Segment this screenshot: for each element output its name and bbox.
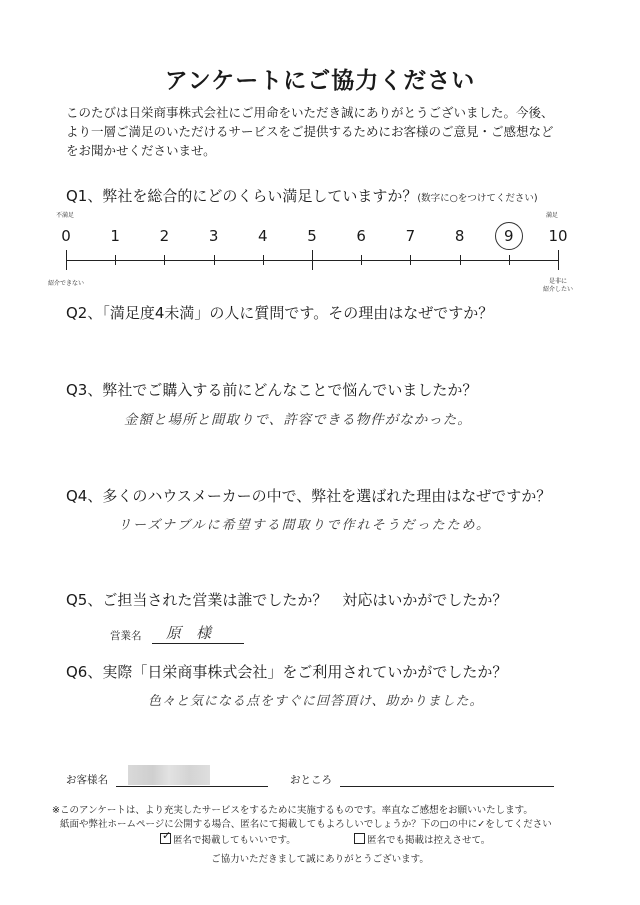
intro-line-3: をお聞かせくださいませ。 [66,143,216,158]
sales-rep-underline [152,643,244,644]
q1-question [66,185,538,206]
scale-right-bottom-line-2: 紹介したい [542,286,573,293]
selected-score-circle [495,222,523,250]
scale-left-bottom-label: 紹介できない [48,280,85,287]
scale-number-9[interactable]: 9 [504,227,514,245]
check-mark-icon: ✓ [162,829,172,842]
q5-question: Q5、ご担当された営業は誰でしたか？ 対応はいかがでしたか？ [66,591,508,609]
customer-name-underline [116,786,268,787]
scale-right-bottom-label [540,278,576,294]
scale-number-5[interactable]: 5 [307,227,317,245]
scale-tick-1 [115,255,116,265]
scale-number-3[interactable]: 3 [208,227,219,245]
scale-tick-8 [460,255,461,265]
q1-note: (数字に○をつけてください) [417,193,538,204]
q4-answer: リーズナブルに希望する間取りで作れそうだったため。 [118,518,492,533]
footer-note-1: ※このアンケートは、より充実したサービスをするために実施するものです。率直なご感想をお願いいたします。 [52,805,533,816]
intro-line-2: より一層ご満足のいただけるサービスをご提供するためにお客様のご意見・ご感想など [66,124,554,139]
q3-question: Q3、弊社でご購入する前にどんなことで悩んでいましたか？ [66,381,478,399]
q4-question: Q4、多くのハウスメーカーの中で、弊社を選ばれた理由はなぜですか？ [66,487,552,505]
scale-tick-7 [410,255,411,265]
consent-option-anonymous-ok[interactable] [160,829,296,848]
scale-tick-9 [509,255,510,265]
q6-question: Q6、実際「日栄商事株式会社」をご利用されていかがでしたか？ [66,663,508,681]
scale-number-7[interactable]: 7 [405,227,416,245]
consent-checkbox-2[interactable] [354,833,365,844]
q1-label: Q1、弊社を総合的にどのくらい満足していますか？ [66,187,418,205]
consent-option-1-label: 匿名で掲載してもいいです。 [173,835,296,846]
scale-right-top-label: 満足 [546,212,559,219]
address-label: おところ [290,774,332,786]
scale-tick-4 [263,255,264,265]
scale-tick-3 [214,255,215,265]
intro-line-1: このたびは日栄商事株式会社にご用命をいただき誠にありがとうございました。今後、 [66,105,554,120]
scale-right-bottom-line-1: 是非に [548,278,567,285]
redacted-name-block [128,765,210,785]
scale-tick-2 [164,255,165,265]
q6-answer: 色々と気になる点をすぐに回答頂け、助かりました。 [148,694,484,709]
scale-number-10[interactable]: 10 [548,227,568,245]
footer-note-2: 紙面や弊社ホームページに公開する場合、匿名にて掲載してもよろしいでしょうか？下の□の中に✓をしてください [60,819,552,830]
consent-option-2-label: 匿名でも掲載は控えさせて。 [367,835,491,846]
scale-number-2[interactable]: 2 [159,227,170,245]
scale-number-1[interactable]: 1 [110,227,120,245]
scale-tick-5 [312,250,313,270]
sales-rep-label: 営業名 [110,630,142,642]
customer-name-label: お客様名 [66,774,108,786]
scale-tick-6 [361,255,362,265]
intro-text [66,103,586,160]
q2-question: Q2、「満足度4未満」の人に質問です。その理由はなぜですか？ [66,304,494,322]
address-underline [340,786,554,787]
scale-number-0[interactable]: 0 [61,227,71,245]
sales-rep-name: 原 様 [166,624,212,642]
q3-answer: 金額と場所と間取りで、許容できる物件がなかった。 [124,412,472,428]
survey-title: アンケートにご協力ください [164,68,476,94]
consent-option-decline[interactable] [354,833,490,848]
scale-tick-0 [66,250,67,270]
thank-you-note: ご協力いただきまして誠にありがとうございます。 [211,854,429,865]
scale-number-8[interactable]: 8 [454,227,465,245]
scale-left-top-label: 不満足 [56,212,75,219]
scale-number-6[interactable]: 6 [356,227,366,245]
consent-checkbox-1[interactable] [160,829,172,844]
scale-number-4[interactable]: 4 [258,227,268,245]
scale-tick-10 [558,250,559,270]
